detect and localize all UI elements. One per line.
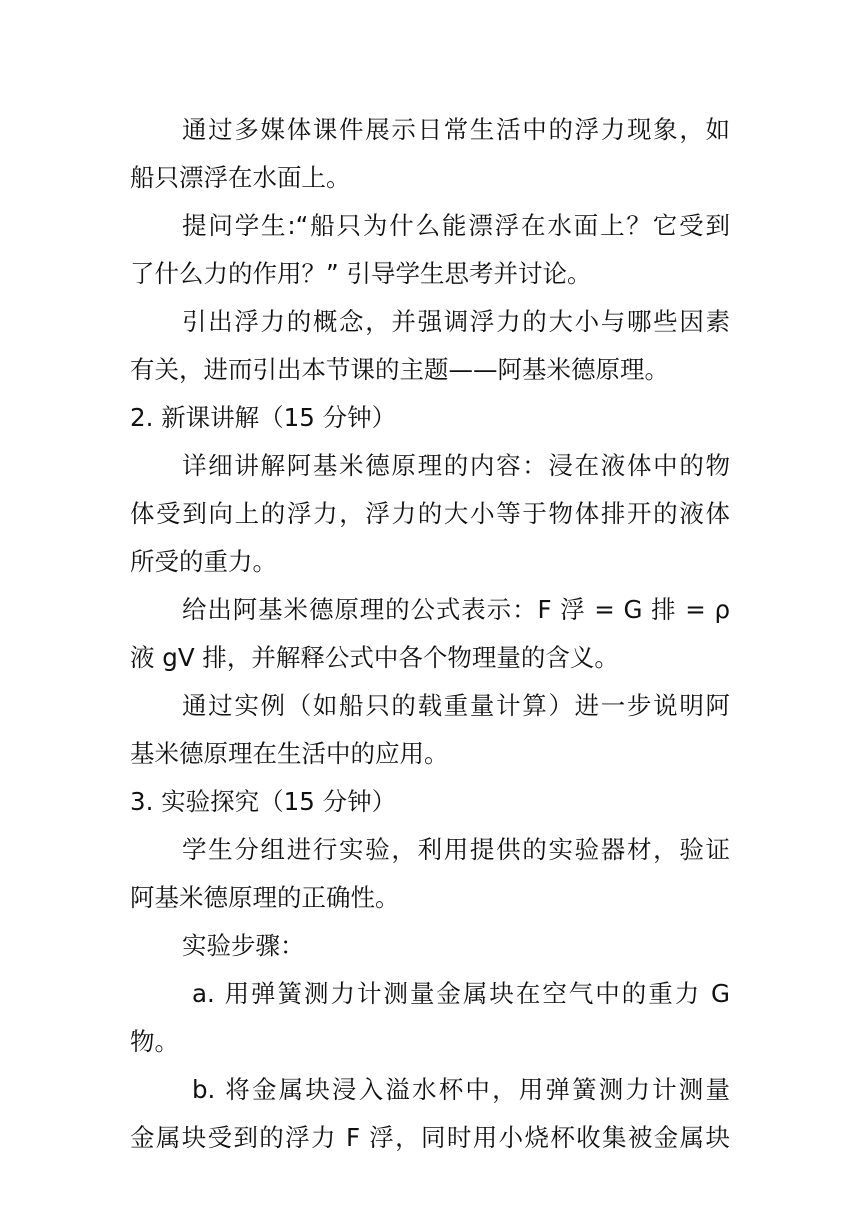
step-b-line-1: b. 将金属块浸入溢水杯中，用弹簧测力计测量 — [192, 1075, 730, 1104]
paragraph-experiment-line-2: 阿基米德原理的正确性。 — [130, 883, 400, 912]
paragraph-question-line-1: 提问学生:“船只为什么能漂浮在水面上？它受到 — [182, 211, 730, 240]
paragraph-formula-line-2: 液 gV 排，并解释公式中各个物理量的含义。 — [130, 643, 619, 672]
paragraph-experiment-line-1: 学生分组进行实验，利用提供的实验器材，验证 — [182, 835, 730, 864]
paragraph-question-line-2: 了什么力的作用？” 引导学生思考并讨论。 — [130, 259, 592, 288]
paragraph-formula-line-1: 给出阿基米德原理的公式表示：F 浮 = G 排 = ρ — [182, 595, 730, 624]
paragraph-intro-line-1: 通过多媒体课件展示日常生活中的浮力现象，如 — [182, 115, 730, 144]
section-heading-experiment: 3. 实验探究（15 分钟） — [130, 787, 397, 816]
paragraph-intro-line-2: 船只漂浮在水面上。 — [130, 163, 351, 192]
paragraph-example-line-2: 基米德原理在生活中的应用。 — [130, 739, 449, 768]
document-body — [130, 106, 730, 1162]
paragraph-principle-line-2: 体受到向上的浮力，浮力的大小等于物体排开的液体 — [130, 499, 730, 528]
paragraph-principle-line-3: 所受的重力。 — [130, 547, 277, 576]
step-b-line-2: 金属块受到的浮力 F 浮，同时用小烧杯收集被金属块 — [130, 1123, 730, 1152]
paragraph-example-line-1: 通过实例（如船只的载重量计算）进一步说明阿 — [182, 691, 730, 720]
step-a-line-2: 物。 — [130, 1027, 179, 1056]
paragraph-principle-line-1: 详细讲解阿基米德原理的内容：浸在液体中的物 — [182, 451, 730, 480]
section-heading-new-lesson: 2. 新课讲解（15 分钟） — [130, 403, 397, 432]
paragraph-concept-line-2: 有关，进而引出本节课的主题——阿基米德原理。 — [130, 355, 669, 384]
paragraph-concept-line-1: 引出浮力的概念，并强调浮力的大小与哪些因素 — [182, 307, 730, 336]
steps-label: 实验步骤： — [182, 931, 305, 960]
step-a-line-1: a. 用弹簧测力计测量金属块在空气中的重力 G — [192, 979, 730, 1008]
